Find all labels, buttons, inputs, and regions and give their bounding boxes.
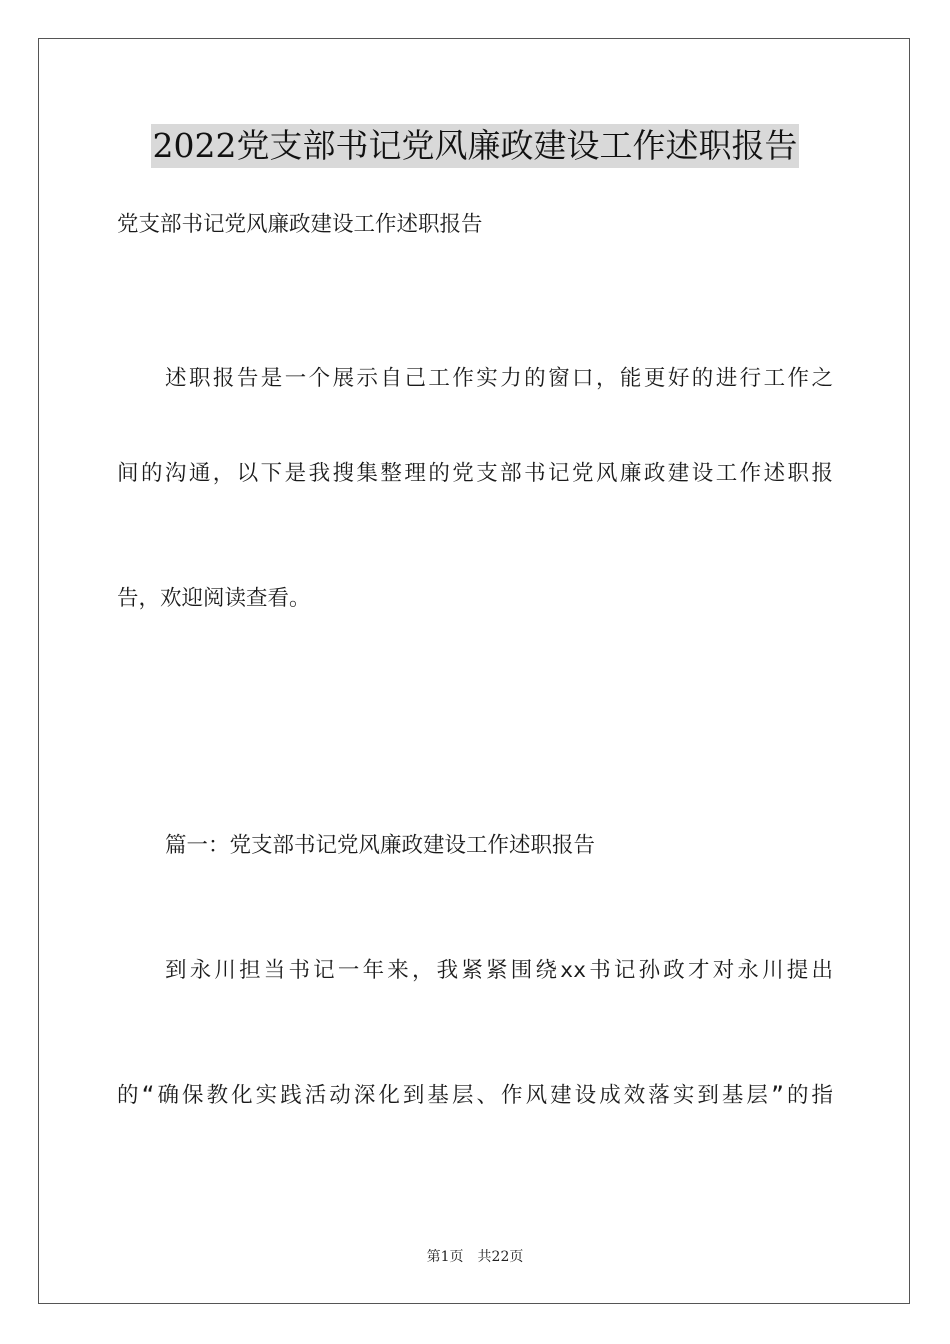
paragraph-line: 到永川担当书记一年来，我紧紧围绕xx书记孙政才对永川提出 bbox=[165, 958, 833, 983]
paragraph-line: 述职报告是一个展示自己工作实力的窗口，能更好的进行工作之 bbox=[165, 366, 833, 391]
section-heading: 篇一：党支部书记党风廉政建设工作述职报告 bbox=[165, 833, 596, 858]
page-number: 第1页 bbox=[426, 1249, 464, 1265]
paragraph-line: 的“确保教化实践活动深化到基层、作风建设成效落实到基层”的指 bbox=[117, 1083, 833, 1108]
page-total: 共22页 bbox=[477, 1249, 524, 1265]
page-footer bbox=[0, 1248, 950, 1266]
title-block bbox=[0, 124, 950, 168]
paragraph-line: 间的沟通，以下是我搜集整理的党支部书记党风廉政建设工作述职报 bbox=[117, 461, 833, 486]
paragraph-line: 告，欢迎阅读查看。 bbox=[117, 586, 311, 611]
subtitle-line: 党支部书记党风廉政建设工作述职报告 bbox=[117, 212, 483, 237]
document-title: 2022党支部书记党风廉政建设工作述职报告 bbox=[151, 124, 800, 168]
